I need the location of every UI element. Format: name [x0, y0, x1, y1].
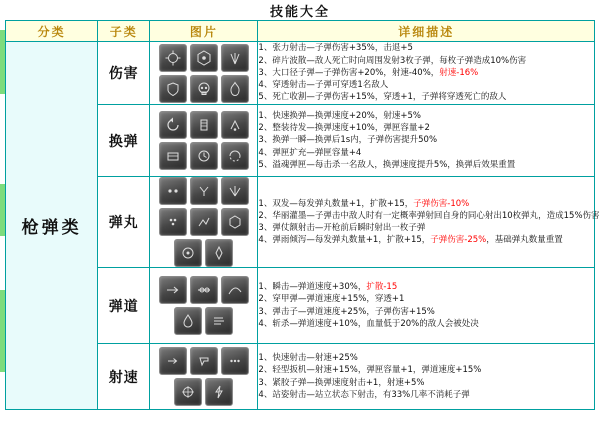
category-cell-gun: 枪弹类 — [6, 42, 98, 410]
burst-icon — [190, 44, 218, 72]
pierce-icon — [190, 276, 218, 304]
edge-mark-1 — [0, 184, 5, 236]
ammo-box-icon — [159, 142, 187, 170]
description-item: 2、整装待发—换弹速度+10%，弹匣容量+2 — [258, 123, 430, 134]
ricochet-icon — [190, 208, 218, 236]
icon-grid — [150, 111, 257, 170]
description-item: 1、张力射击—子弹伤害+35%，击退+5 — [258, 43, 413, 54]
column-header-category: 分类 — [6, 21, 98, 42]
page-title: 技能大全 — [269, 4, 330, 20]
edge-mark-0 — [0, 30, 5, 94]
description-item: 5、死亡收割—子弹伤害+15%，穿透+1，子弹将穿透死亡的敌人 — [258, 92, 507, 103]
column-header-description: 详细描述 — [258, 21, 595, 42]
description-list — [258, 42, 594, 103]
subcategory-firerate: 射速 — [98, 344, 150, 410]
misfire-icon — [205, 378, 233, 406]
steady-aim-icon — [174, 378, 202, 406]
icon-cell-damage — [150, 42, 258, 105]
subcategory-damage: 伤害 — [98, 42, 150, 105]
multishot-icon — [159, 177, 187, 205]
description-item: 4、穿透射击—子弹可穿透1名敌人 — [258, 80, 389, 91]
description-item: 3、大口径子弹—子弹伤害+20%，射速-40%，射速-16% — [258, 67, 479, 78]
icon-cell-projectile — [150, 177, 258, 268]
description-item: 5、溢魂弹匣—每击杀一名敌人，换弹速度提升5%，换弹后效果重置 — [258, 159, 516, 170]
homing-icon — [174, 239, 202, 267]
description-item: 3、紧胶子弹—换弹速度射击+1，射速+5% — [258, 377, 425, 388]
description-item: 1、快速射击—射速+25% — [258, 353, 358, 364]
description-item: 2、穿甲弹—弹道速度+15%，穿透+1 — [258, 294, 405, 305]
blood-shot-icon — [174, 307, 202, 335]
document-title-bar — [0, 0, 600, 20]
column-header-image: 图片 — [150, 21, 258, 42]
description-cell-trajectory — [258, 268, 595, 344]
description-list — [258, 281, 594, 330]
skill-table — [5, 20, 600, 410]
trajectory-icon — [221, 276, 249, 304]
column-header-subcategory: 子类 — [98, 21, 150, 42]
flame-icon — [221, 75, 249, 103]
description-item: 2、轻型扳机—射速+15%，弹匣容量+1，弹道速度+15% — [258, 365, 482, 376]
shield-break-icon — [159, 75, 187, 103]
subcategory-projectile: 弹丸 — [98, 177, 150, 268]
description-list — [258, 198, 600, 247]
speed-arrow-icon — [159, 276, 187, 304]
soul-reload-icon — [190, 142, 218, 170]
reload-circle-icon — [159, 111, 187, 139]
shard-icon — [205, 239, 233, 267]
description-cell-firerate — [258, 344, 595, 410]
crosshair-icon — [159, 44, 187, 72]
description-item: 3、弹击子—弹道速度+25%，子弹伤害+15% — [258, 306, 435, 317]
subcategory-trajectory: 弹道 — [98, 268, 150, 344]
description-cell-reload — [258, 105, 595, 177]
description-cell-projectile — [258, 177, 600, 268]
description-item: 1、瞬击—弹道速度+30%，扩散-15 — [258, 282, 398, 293]
description-item: 3、换弹一瞬—换弹后1s内，子弹伤害提升50% — [258, 135, 438, 146]
split-icon — [190, 177, 218, 205]
table-header-row — [6, 21, 595, 42]
cluster-icon — [221, 208, 249, 236]
description-item: 2、华丽灌墨—子弹击中敌人时有一定概率弹射回自身的同心射出10枚弹丸，造成15%伤害 — [258, 210, 600, 221]
full-auto-icon — [221, 347, 249, 375]
description-item: 4、弹雨倾泻—每发弹丸数量+1，扩散+15，子弹伤害-25%，基础弹丸数量重置 — [258, 235, 563, 246]
description-item: 4、斩杀—弹道速度+10%，血量低于20%的敌人会被处决 — [258, 318, 479, 329]
icon-grid — [150, 276, 257, 335]
spread-icon — [221, 177, 249, 205]
table-row — [6, 42, 595, 105]
icon-grid — [150, 347, 257, 406]
description-item: 4、弹匣扩充—弹匣容量+4 — [258, 147, 362, 158]
description-item: 1、双发—每发弹丸数量+1，扩散+15，子弹伤害-10% — [258, 198, 470, 209]
pellet-icon — [159, 208, 187, 236]
icon-cell-reload — [150, 105, 258, 177]
trigger-icon — [190, 347, 218, 375]
subcategory-reload: 换弹 — [98, 105, 150, 177]
velocity-icon — [205, 307, 233, 335]
description-cell-damage — [258, 42, 595, 105]
skull-icon — [190, 75, 218, 103]
bullet-spread-icon — [221, 44, 249, 72]
description-list — [258, 352, 594, 401]
description-item: 3、弹仗额射击—开枪前后瞬时射出一枚子弹 — [258, 223, 426, 233]
magazine-icon — [190, 111, 218, 139]
description-list — [258, 110, 594, 171]
icon-cell-trajectory — [150, 268, 258, 344]
edge-mark-2 — [0, 290, 5, 372]
quick-hands-icon — [221, 111, 249, 139]
cycle-icon — [221, 142, 249, 170]
description-item: 1、快速换弹—换弹速度+20%，射速+5% — [258, 110, 421, 121]
icon-grid — [150, 177, 257, 267]
description-item: 2、碎片波散—敌人死亡时向周围发射3枚子弹，每枚子弹造成10%伤害 — [258, 55, 527, 66]
icon-grid — [150, 44, 257, 103]
icon-cell-firerate — [150, 344, 258, 410]
description-item: 4、站姿射击—站立状态下射击，有33%几率不消耗子弹 — [258, 389, 470, 400]
rapid-fire-icon — [159, 347, 187, 375]
